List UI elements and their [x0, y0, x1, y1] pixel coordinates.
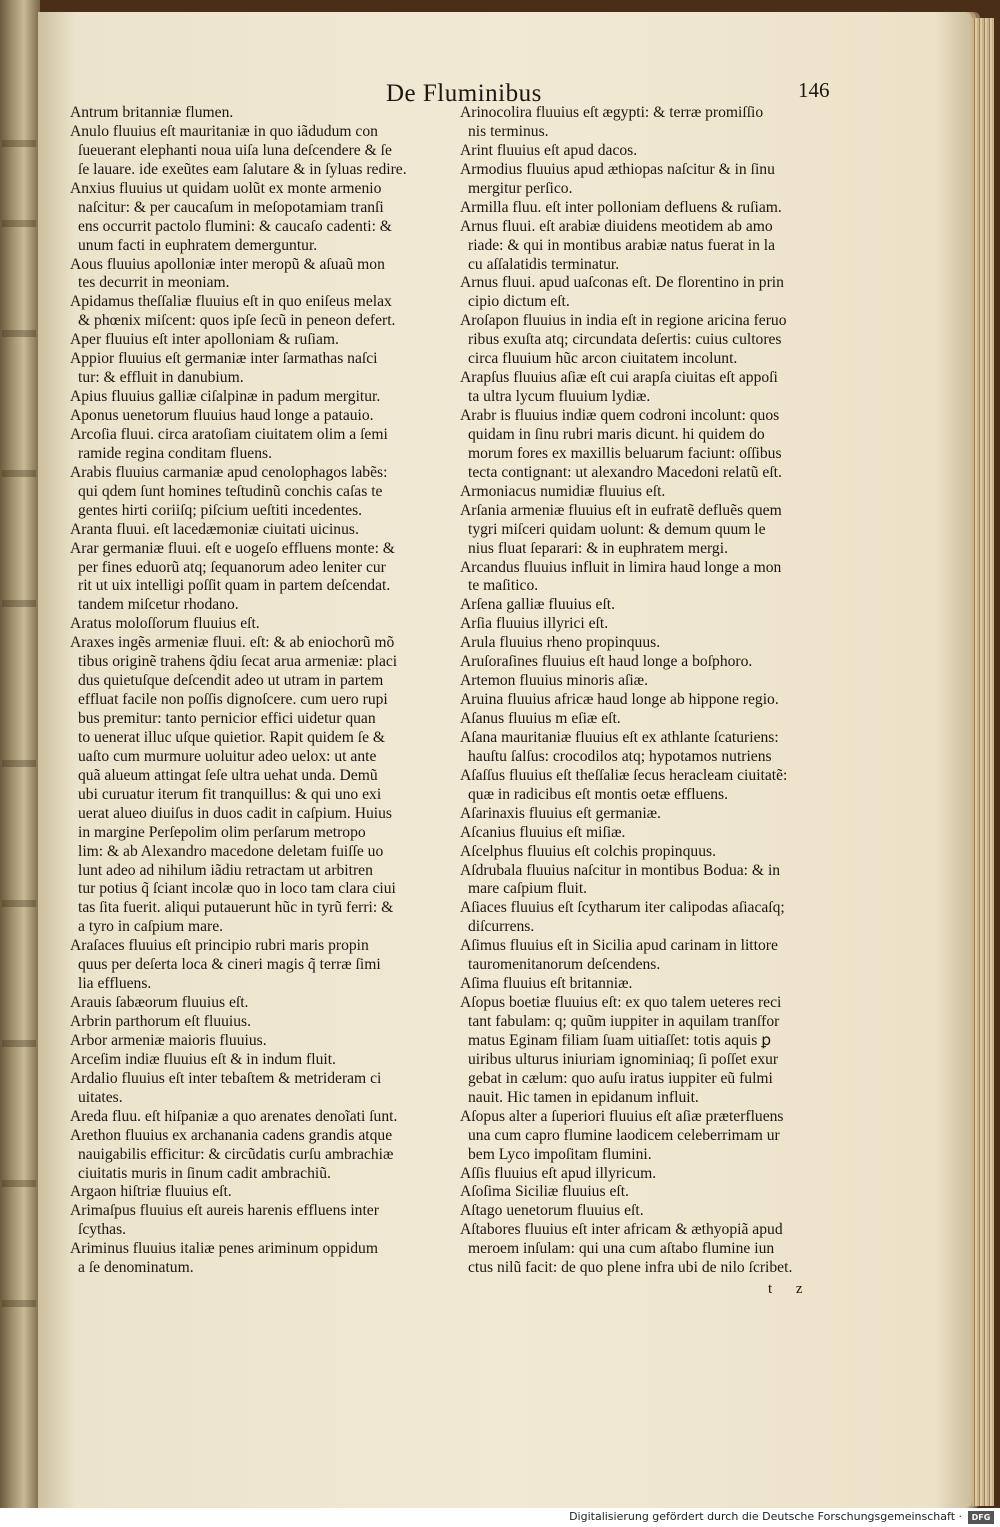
previous-page-edge	[0, 0, 40, 1508]
text-line: tes decurrit in meoniam.	[78, 274, 230, 292]
left-text-column	[70, 104, 450, 1278]
text-line: nauit. Hic tamen in epidanum influit.	[468, 1088, 699, 1106]
text-line: Anulo fluuius eſt mauritaniæ in quo iãdudum con	[70, 122, 378, 140]
folio-number: 146	[798, 78, 830, 102]
text-line: Aſiaces fluuius eſt ſcytharum iter calipodas aſiacaſq;	[460, 899, 785, 917]
text-line: naſcitur: & per caucaſum in meſopotamiam tranſi	[78, 198, 384, 216]
text-line: Arbor armeniæ maioris fluuius.	[70, 1031, 267, 1049]
text-line: Aſoſima Siciliæ fluuius eſt.	[460, 1183, 629, 1201]
text-line: quus per deſerta loca & cineri magis q̃ terræ ſimi	[78, 956, 381, 974]
text-line: Aſana mauritaniæ fluuius eſt ex athlante ſcaturiens:	[460, 728, 779, 746]
text-line: tant fabulam: q; quũm iuppiter in aquilam tranſfor	[468, 1013, 780, 1030]
text-line: uiribus ulturus iniuriam ignominiaq; ſi poſſet exur	[468, 1050, 779, 1068]
text-line: circa fluuium hũc arcon ciuitatem incolunt.	[468, 350, 738, 368]
text-line: nis terminus.	[468, 122, 549, 140]
text-line: tygri miſceri quidam uolunt: & demum quum le	[468, 520, 766, 538]
text-line: Aſanus fluuius m eſiæ eſt.	[460, 710, 621, 727]
text-line: te maſitico.	[468, 577, 539, 595]
text-line: ta ultra lycum fluuium lydiæ.	[468, 388, 651, 406]
text-line: quidam in ſinu rubri maris dicunt. hi quidem do	[468, 425, 765, 443]
text-line: lia effluens.	[78, 975, 152, 993]
text-line: lim: & ab Alexandro macedone deletam fuiſſe uo	[78, 842, 384, 860]
text-line: rit ut uix intelligi poſſit quam in partem deſcendat.	[78, 577, 391, 595]
text-line: Arbrin parthorum eſt fluuius.	[70, 1013, 252, 1030]
text-line: ens occurrit pactolo flumini: & caucaſo cadenti: &	[78, 217, 392, 235]
text-line: Aous fluuius apolloniæ inter meropũ & aſuaũ mon	[70, 255, 385, 273]
text-line: Appior fluuius eſt germaniæ inter ſarmathas naſci	[70, 350, 378, 368]
text-line: effluat facile non poſſis dignoſcere. cum uero rupi	[78, 691, 388, 709]
text-line: quæ in radicibus eſt montis oetæ effluens.	[468, 785, 729, 803]
text-line: Araxes ingẽs armeniæ fluui. eſt: & ab eniochorũ mõ	[70, 634, 395, 652]
text-line: dus quietuſque deſcendit adeo ut utram in partem	[78, 672, 384, 690]
text-line: Arabis fluuius carmaniæ apud cenolophagos labẽs:	[70, 463, 388, 481]
text-line: ramide regina conditam fluens.	[78, 444, 272, 462]
text-line: Arimaſpus fluuius eſt aureis harenis effluens inter	[70, 1202, 379, 1220]
text-line: in margine Perſepolim olim perſarum metropo	[78, 823, 366, 841]
text-line: Aroſapon fluuius in india eſt in regione aricina feruo	[460, 312, 787, 330]
text-line: tandem miſcetur rhodano.	[78, 596, 239, 614]
text-line: Apidamus theſſaliæ fluuius eſt in quo eniſeus melax	[70, 293, 392, 311]
text-line: uaſto cum murmure uoluitur adeo uelox: ut ante	[78, 747, 377, 765]
text-line: Armilla fluu. eſt inter polloniam defluens & ruſiam.	[460, 198, 782, 216]
text-line: tur: & effluit in danubium.	[78, 369, 244, 387]
text-line: Arnus fluui. apud uaſconas eſt. De florentino in prin	[460, 274, 784, 292]
text-line: quã alueum attingat ſeſe ultra uehat unda. Demũ	[78, 766, 378, 784]
text-line: meroem inſulam: qui una cum aſtabo flumine iun	[468, 1240, 775, 1258]
text-line: bus premitur: tanto pernicior effici uidetur quan	[78, 710, 376, 727]
text-line: Araſaces fluuius eſt principio rubri maris propin	[70, 937, 369, 955]
text-line: per fines eduorũ atq; ſequanorum adeo leniter cur	[78, 558, 386, 576]
text-line: & phœnix miſcent: quos ipſe ſecũ in peneon defert.	[78, 312, 396, 330]
text-line: riade: & qui in montibus arabiæ natus fuerat in la	[468, 236, 776, 254]
text-line: Areda fluu. eſt hiſpaniæ a quo arenates denoĩati ſunt.	[70, 1107, 398, 1125]
text-line: Anxius fluuius ut quidam uolũt ex monte armenio	[70, 179, 382, 197]
text-line: Arethon fluuius ex archanania cadens grandis atque	[70, 1126, 393, 1144]
text-line: a tyro in caſpium mare.	[78, 918, 224, 936]
text-line: Armoniacus numidiæ fluuius eſt.	[460, 482, 666, 500]
text-line: Arula fluuius rheno propinquus.	[460, 634, 661, 652]
text-line: Aſima fluuius eſt britanniæ.	[460, 975, 633, 993]
right-text-column	[460, 104, 850, 1278]
text-line: uitates.	[78, 1088, 123, 1106]
text-line: Arcandus fluuius influit in limira haud longe a mon	[460, 558, 782, 576]
text-line: nauigabilis efficitur: & circũdatis curſu ambrachiæ	[78, 1145, 394, 1163]
text-line: Arnus fluui. eſt arabiæ diuidens meotidem ab amo	[460, 217, 773, 235]
text-line: gentes hirti coriiſq; piſcium ueſtiti incedentes.	[78, 501, 363, 519]
text-line: ctus nilũ facit: de quo plene infra ubi de nilo ſcribet.	[468, 1259, 793, 1277]
text-line: Arſia fluuius illyrici eſt.	[460, 615, 609, 633]
text-line: Aranta fluui. eſt lacedæmoniæ ciuitati uicinus.	[70, 520, 359, 538]
text-line: ſueuerant elephanti noua uiſa luna deſcendere & ſe	[78, 141, 392, 159]
text-line: Arauis ſabæorum fluuius eſt.	[70, 994, 249, 1012]
text-line: Arar germaniæ fluui. eſt e uogeſo effluens monte: &	[70, 539, 395, 557]
text-line: a ſe denominatum.	[78, 1259, 194, 1277]
text-line: ſcythas.	[78, 1221, 127, 1239]
text-line: Aſcanius fluuius eſt miſiæ.	[460, 823, 626, 841]
text-line: Aſaſſus fluuius eſt theſſaliæ ſecus heracleam ciuitatẽ:	[460, 766, 788, 784]
text-line: Arceſim indiæ fluuius eſt & in indum fluit.	[70, 1050, 336, 1068]
text-line: tauromenitanorum deſcendens.	[468, 956, 661, 974]
text-line: hauſtu ſalſus: crocodilos atq; hypotamos nutriens	[468, 747, 772, 765]
text-line: lunt adeo ad nihilum iãdiu retractam ut arbitren	[78, 861, 373, 879]
text-line: gebat in cælum: quo auſu iratus iuppiter eũ fulmi	[468, 1069, 773, 1087]
text-line: Aruina fluuius africæ haud longe ab hippone regio.	[460, 691, 779, 709]
running-title: De Fluminibus	[386, 80, 542, 107]
text-line: Antrum britanniæ flumen.	[70, 104, 234, 121]
text-line: Aponus uenetorum fluuius haud longe a patauio.	[70, 407, 374, 424]
text-line: tibus originẽ trahens q̃diu ſecat arua armeniæ: placi	[78, 653, 398, 671]
text-line: uerat alueo diuiſus in duos cadit in caſpium. Huius	[78, 804, 392, 822]
text-line: tas ſita fuerit. aliqui putauerunt hũc in tyrũ ferri: &	[78, 899, 394, 917]
text-line: Argaon hiſtriæ fluuius eſt.	[70, 1183, 232, 1201]
text-line: Aſimus fluuius eſt in Sicilia apud carinam in littore	[460, 937, 778, 955]
text-line: ribus exuſta atq; circundata deſertis: cuius cultores	[468, 331, 782, 349]
text-line: matus Eginam filiam ſuam uitiaſſet: totis aquis ꝑ	[468, 1031, 772, 1049]
text-line: Ariminus fluuius italiæ penes ariminum oppidum	[70, 1240, 378, 1258]
dfg-logo: DFG	[968, 1511, 994, 1524]
text-line: Arſena galliæ fluuius eſt.	[460, 596, 616, 614]
text-line: cu aſſalatidis terminatur.	[468, 255, 620, 273]
text-line: unum facti in euphratem demerguntur.	[78, 236, 318, 254]
text-line: Aſtago uenetorum fluuius eſt.	[460, 1202, 644, 1220]
text-line: to uenerat illuc uſque quietior. Rapit quidem ſe &	[78, 728, 386, 746]
text-line: Ardalio fluuius eſt inter tebaſtem & metrideram ci	[70, 1069, 382, 1087]
text-line: diſcurrens.	[468, 918, 535, 936]
text-line: Arcoſia fluui. circa aratoſiam ciuitatem olim a ſemi	[70, 425, 388, 443]
text-line: nius fluat ſeparari: & in euphratem mergi.	[468, 539, 728, 557]
text-line: ciuitatis muris in ſinum cadit ambrachiũ.	[78, 1164, 331, 1182]
text-line: bem Lyco impoſitam flumini.	[468, 1145, 652, 1163]
text-line: Aſtabores fluuius eſt inter africam & æthyopiã apud	[460, 1221, 783, 1239]
text-line: Aſcelphus fluuius eſt colchis propinquus.	[460, 842, 716, 860]
text-line: Arſania armeniæ fluuius eſt in eufratẽ defluẽs quem	[460, 501, 782, 519]
text-line: tecta contignant: ut alexandro Macedoni relatũ eſt.	[468, 463, 782, 481]
text-line: Arinocolira fluuius eſt ægypti: & terræ promiſſio	[460, 104, 764, 121]
text-line: tur potius q̃ ſciant incolæ quo in loco tam clara ciui	[78, 880, 396, 898]
text-line: Aratus moloſſorum fluuius eſt.	[70, 615, 260, 633]
text-line: Apius fluuius galliæ ciſalpinæ in padum mergitur.	[70, 388, 381, 406]
text-line: Aper fluuius eſt inter apolloniam & ruſiam.	[70, 331, 339, 349]
text-line: mare caſpium fluit.	[468, 880, 588, 898]
text-line: Aruſoraſines fluuius eſt haud longe a boſphoro.	[460, 653, 753, 671]
text-line: Aſſis fluuius eſt apud illyricum.	[460, 1164, 657, 1182]
text-line: Aſarinaxis fluuius eſt germaniæ.	[460, 804, 661, 822]
text-line: Arabr is fluuius indiæ quem codroni incolunt: quos	[460, 407, 780, 424]
text-line: Aſdrubala fluuius naſcitur in montibus Bodua: & in	[460, 861, 781, 879]
text-line: Arint fluuius eſt apud dacos.	[460, 141, 638, 159]
text-line: mergitur perſico.	[468, 179, 573, 197]
text-line: una cum capro flumine laodicem celeberrimam ur	[468, 1126, 780, 1144]
digitization-footer	[0, 1508, 1000, 1527]
signature-mark: t z	[768, 1281, 813, 1297]
text-line: Arapſus fluuius aſiæ eſt cui arapſa ciuitas eſt appoſi	[460, 369, 778, 387]
text-line: cipio dictum eſt.	[468, 293, 570, 311]
footer-credit: Digitalisierung gefördert durch die Deutsche Forschungsgemeinschaft ·	[569, 1510, 962, 1523]
text-line: ubi curuatur iterum fit tranquillus: & qui uno exi	[78, 785, 382, 803]
text-line: morum fores ex maxillis beluarum faciunt: oſſibus	[468, 444, 782, 462]
text-line: Artemon fluuius minoris aſiæ.	[460, 672, 648, 690]
page-fore-edge	[972, 18, 994, 1506]
text-line: Aſopus alter a ſuperiori fluuius eſt aſiæ præterfluens	[460, 1107, 784, 1125]
text-line: qui qdem ſunt homines teſtudinũ conchis caſas te	[78, 482, 383, 500]
text-line: Armodius fluuius apud æthiopas naſcitur & in ſinu	[460, 160, 775, 178]
text-line: ſe lauare. ide exeũtes eam ſalutare & in ſyluas redire.	[78, 160, 407, 178]
text-line: Aſopus boetiæ fluuius eſt: ex quo talem ueteres reci	[460, 994, 782, 1012]
